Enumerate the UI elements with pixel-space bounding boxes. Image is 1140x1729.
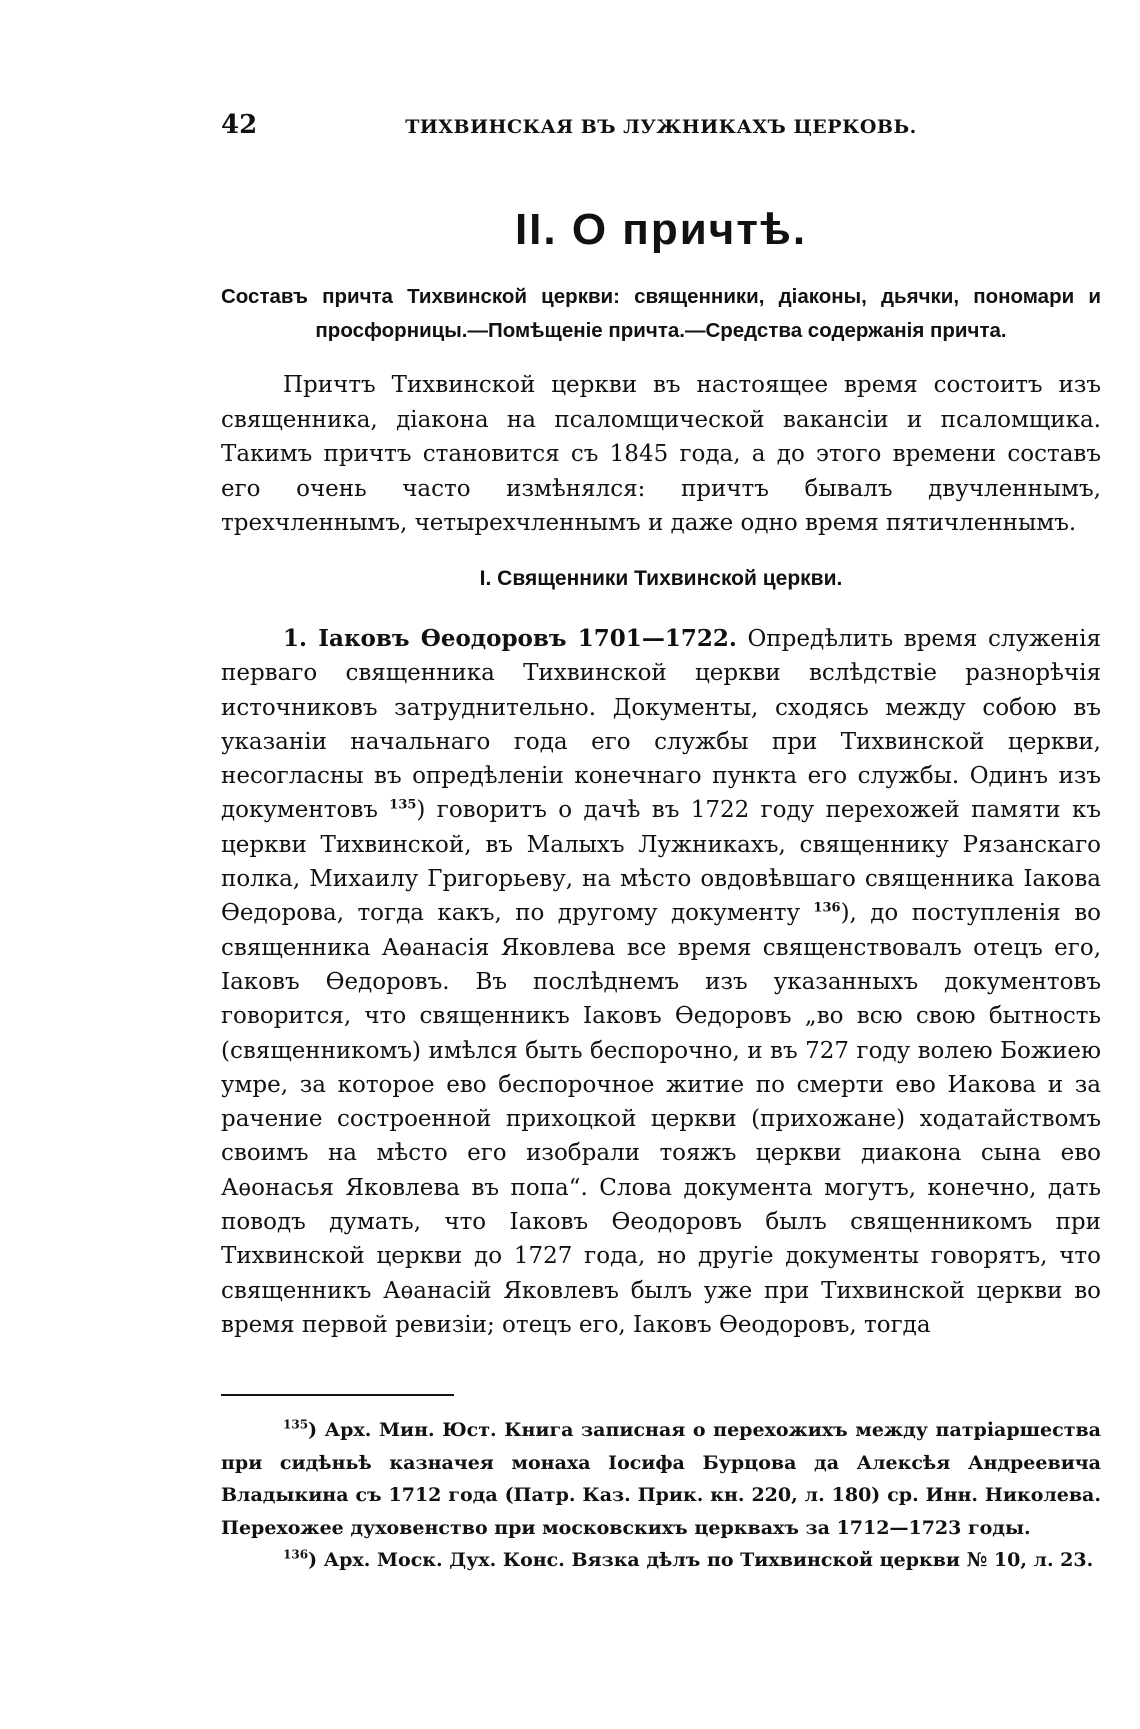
intro-paragraph: Причтъ Тихвинской церкви въ настоящее время состоитъ изъ священника, діакона на псаломщической вакансіи и псаломщика. Такимъ причтъ становится съ 1845 года, а до этого времени составъ его очень часто измѣнялся: причтъ бывалъ двучленнымъ, трехчленнымъ, четырехчленнымъ и даже одно время пятичленнымъ.: [221, 372, 1101, 536]
running-title: ТИХВИНСКАЯ ВЪ ЛУЖНИКАХЪ ЦЕРКОВЬ.: [405, 116, 917, 138]
footnote: [221, 1544, 1101, 1577]
entry-text-part1: Опредѣлить время служенія перваго священника Тихвинской церкви вслѣдствіе разнорѣчія источниковъ затруднительно. Документы, сходясь между собою въ указаніи начальнаго года его службы при Тихвинской церкви, несогласны въ опредѣленіи конечнаго пункта его службы. Одинъ изъ документовъ: [221, 626, 1102, 824]
footnote: [221, 1414, 1101, 1544]
entry-paragraph: [221, 622, 1101, 1342]
footnote-ref-135[interactable]: 135: [389, 797, 417, 813]
entry-text-part2: ) говоритъ о дачѣ въ 1722 году перехожей памяти къ церкви Тихвинской, въ Малыхъ Лужникахъ, священнику Рязанскаго полка, Михаилу Григорьеву, на мѣсто овдовѣвшаго священника Іакова Ѳедорова, тогда какъ, по другому документу: [221, 797, 1102, 927]
footnote-divider: [221, 1394, 454, 1396]
page-number: 42: [221, 110, 258, 140]
footnote-ref-136[interactable]: 136: [813, 900, 841, 916]
footnote-number: 136: [283, 1547, 309, 1562]
page-header: [221, 110, 1101, 144]
entry-text-part3: ), до поступленія во священника Аѳанасія Яковлева все время священствовалъ отецъ его, Іаковъ Ѳедоровъ. Въ послѣднемъ изъ указанныхъ документовъ говорится, что священникъ Іаковъ Ѳедоровъ „во всю свою бытность (священникомъ) имѣлся быть беспорочно, и въ 727 году волею Божиею умре, за которое ево беспорочное житие по смерти ево Иакова и за рачение состроенной прихоцкой церкви (прихожане) ходатайствомъ своимъ на мѣсто его изобрали тояжъ церкви диакона сына ево Аѳонасья Яковлева въ попа“. Слова документа могутъ, конечно, дать поводъ думать, что Іаковъ Ѳеодоровъ былъ священникомъ при Тихвинской церкви до 1727 года, но другіе документы говорятъ, что священникъ Аѳанасій Яковлевъ былъ уже при Тихвинской церкви во время первой ревизіи; отецъ его, Іаковъ Ѳеодоровъ, тогда: [221, 900, 1101, 1338]
footnotes: [221, 1414, 1101, 1577]
footnote-text: ) Арх. Моск. Дух. Конс. Вязка дѣлъ по Тихвинской церкви № 10, л. 23.: [308, 1549, 1094, 1571]
footnote-text: ) Арх. Мин. Юст. Книга записная о перехожихъ между патріаршества при сидѣньѣ казначея монаха Іосифа Бурцова да Алексѣя Андреевича Владыкина съ 1712 года (Патр. Каз. Прик. кн. 220, л. 180) ср. Инн. Николева. Перехожее духовенство при московскихъ церквахъ за 1712—1723 годы.: [221, 1419, 1101, 1539]
section-title: II. О причтѣ.: [514, 205, 808, 254]
entry-lead: 1. Іаковъ Ѳеодоровъ 1701—1722.: [283, 625, 737, 652]
footnote-number: 135: [283, 1417, 309, 1432]
section-summary: Составъ причта Тихвинской церкви: священники, діаконы, дьячки, пономари и просфорницы.—Помѣщеніе причта.—Средства содержанія причта.: [221, 285, 1101, 342]
subsection-title: I. Священники Тихвинской церкви.: [479, 567, 843, 590]
